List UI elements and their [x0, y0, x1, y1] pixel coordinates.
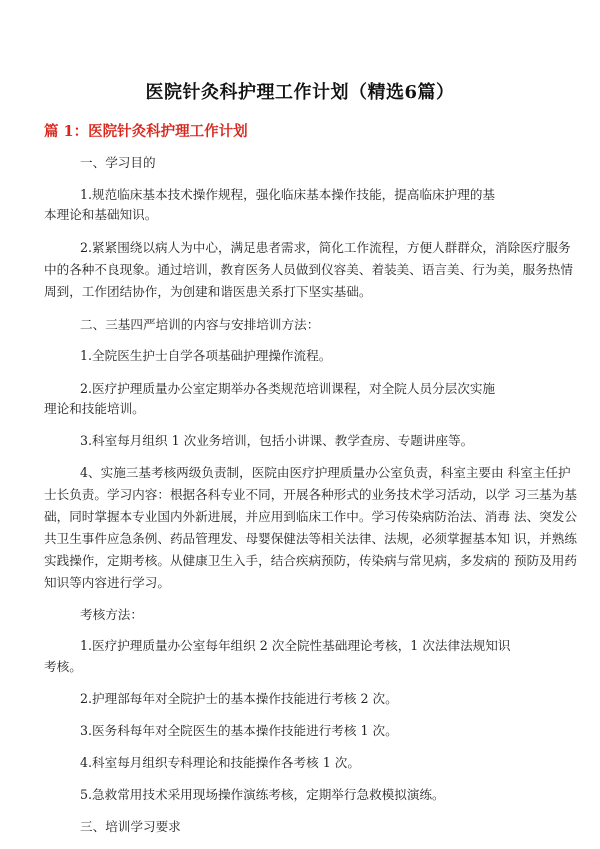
paragraph-line: 3.科室每月组织 1 次业务培训，包括小讲课、教学查房、专题讲座等。: [80, 433, 474, 448]
paragraph-line: 3.医务科每年对全院医生的基本操作技能进行考核 1 次。: [80, 723, 398, 738]
section-heading: 一、学习目的: [80, 155, 156, 170]
section-heading: 考核方法：: [80, 607, 143, 622]
paragraph-line: 2.医疗护理质量办公室定期举办各类规范培训课程，对全院人员分层次实施: [80, 381, 496, 396]
paragraph-line: 实践操作，定期考核。从健康卫生入手，结合疾病预防，传染病与常见病，多发病的 预防及用药: [44, 553, 577, 568]
paragraph-line: 考核。: [44, 659, 82, 674]
paragraph-line: 4.科室每月组织专科理论和技能操作各考核 1 次。: [80, 755, 360, 770]
paragraph-line: 1.医疗护理质量办公室每年组织 2 次全院性基础理论考核，1 次法律法规知识: [80, 638, 511, 653]
paragraph-line: 1.规范临床基本技术操作规程，强化临床基本操作技能，提高临床护理的基: [80, 187, 496, 202]
paragraph-line: 5.急救常用技术采用现场操作演练考核，定期举行急救模拟演练。: [80, 787, 445, 802]
paragraph-line: 共卫生事件应急条例、药品管理发、母婴保健法等相关法律、法规，必须掌握基本知 识，并熟练: [44, 531, 577, 546]
document-title: 医院针灸科护理工作计划（精选6篇）: [145, 82, 455, 103]
paragraph-line: 知识等内容进行学习。: [44, 575, 170, 590]
paragraph-line: 周到，工作团结协作，为创建和谐医患关系打下坚实基础。: [44, 284, 372, 299]
paragraph-line: 1.全院医生护士自学各项基础护理操作流程。: [80, 348, 332, 363]
paragraph-line: 本理论和基础知识。: [44, 207, 158, 222]
paragraph-line: 理论和技能培训。: [44, 401, 145, 416]
paragraph-line: 4、实施三基考核两级负责制，医院由医疗护理质量办公室负责，科室主要由 科室主任护: [80, 465, 571, 480]
chapter-title: 篇 1：医院针灸科护理工作计划: [44, 123, 248, 140]
paragraph-line: 2.紧紧围绕以病人为中心，满足患者需求，简化工作流程，方便人群群众，消除医疗服务: [80, 240, 571, 255]
section-heading: 三、培训学习要求: [80, 819, 181, 834]
paragraph-line: 中的各种不良现象。通过培训，教育医务人员做到仪容美、着装美、语言美、行为美，服务热情: [44, 262, 573, 277]
paragraph-line: 2.护理部每年对全院护士的基本操作技能进行考核 2 次。: [80, 691, 398, 706]
paragraph-line: 础，同时掌握本专业国内外新进展，并应用到临床工作中。学习传染病防治法、消毒 法、突发公: [44, 509, 577, 524]
paragraph-line: 士长负责。学习内容：根据各科专业不同，开展各种形式的业务技术学习活动，以学 习三基为基: [44, 487, 577, 502]
section-heading: 二、三基四严培训的内容与安排培训方法：: [80, 317, 320, 332]
